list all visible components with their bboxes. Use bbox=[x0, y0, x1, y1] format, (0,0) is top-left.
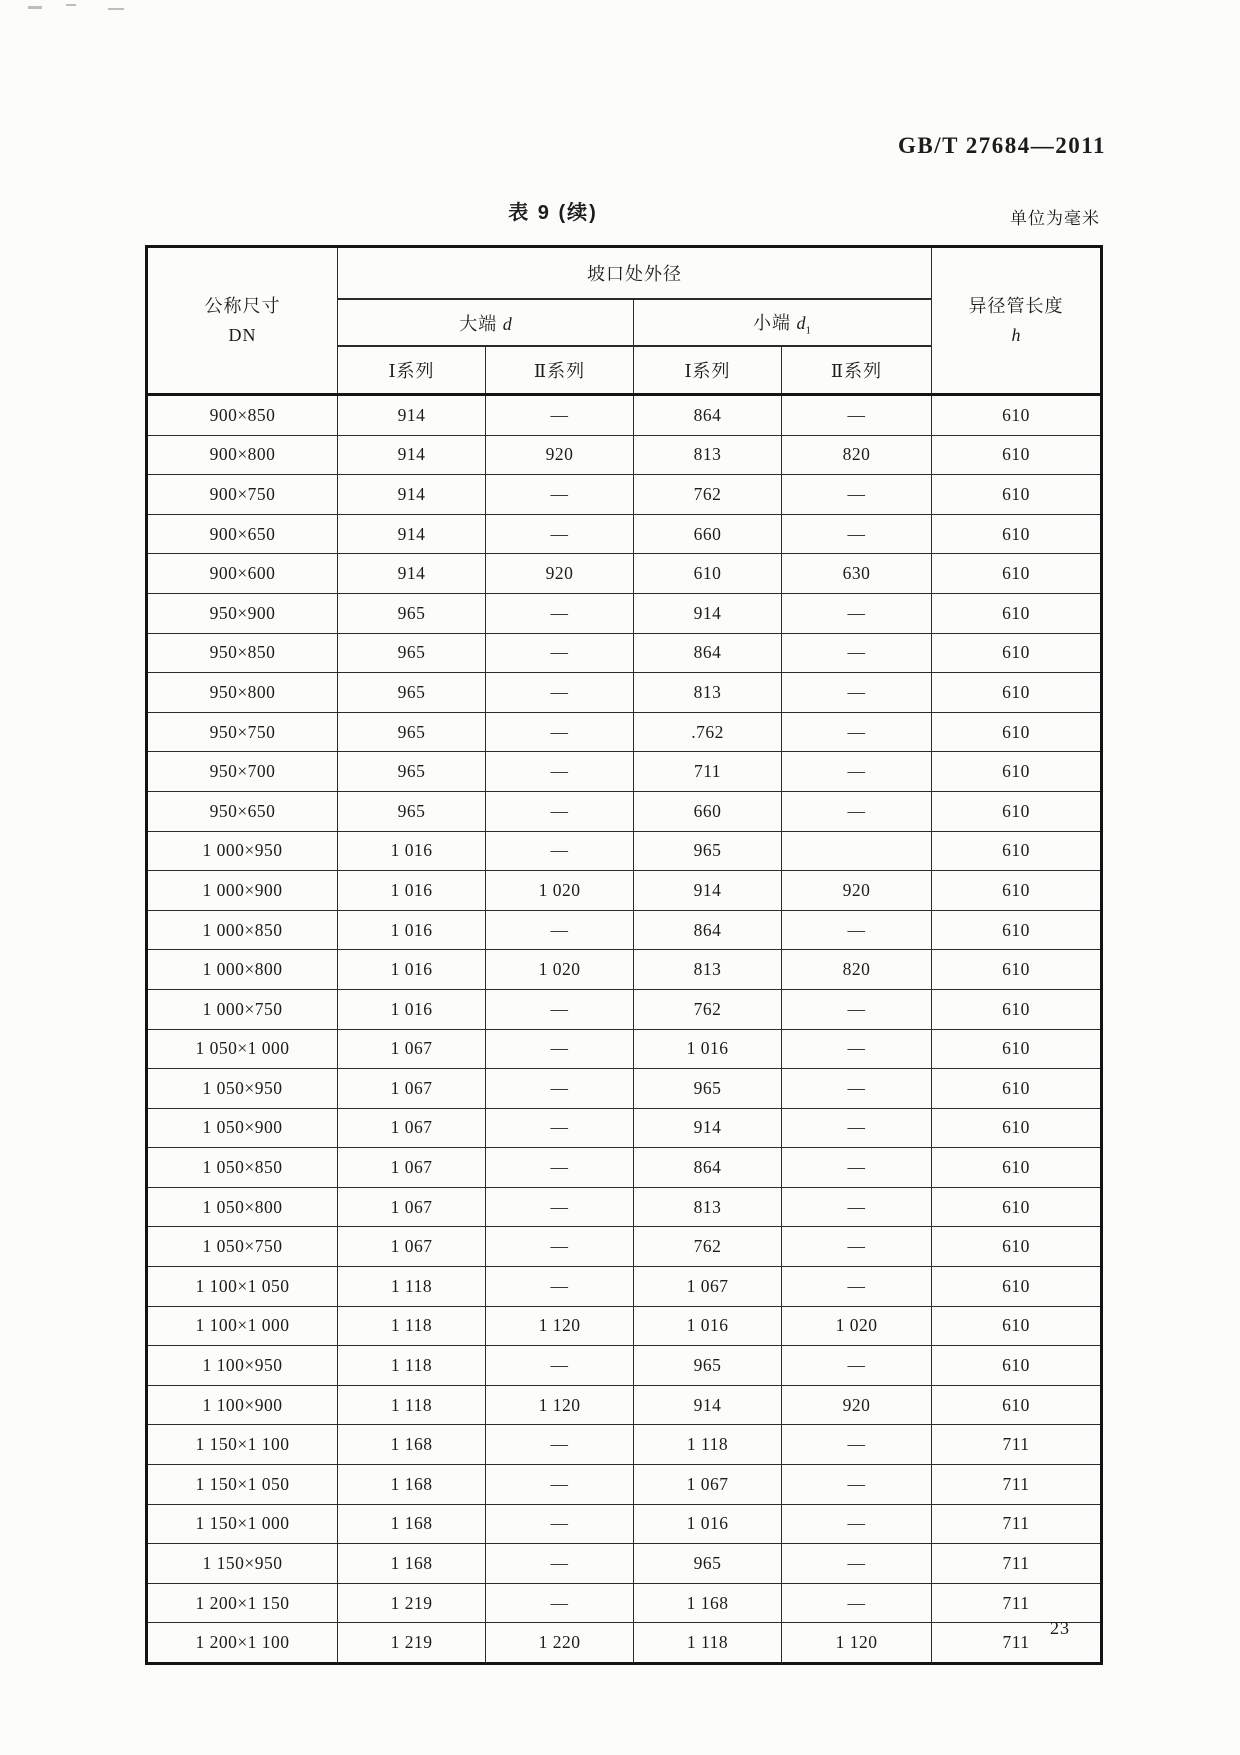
cell-large-end-series1: 965 bbox=[338, 593, 486, 633]
cell-reducer-length: 610 bbox=[932, 1069, 1102, 1109]
cell-nominal-size: 1 150×1 100 bbox=[147, 1425, 338, 1465]
cell-small-end-series1: 914 bbox=[634, 1108, 782, 1148]
cell-large-end-series2: — bbox=[486, 395, 634, 436]
cell-small-end-series2: 920 bbox=[782, 1385, 932, 1425]
cell-large-end-series2: — bbox=[486, 1148, 634, 1188]
cell-reducer-length: 610 bbox=[932, 514, 1102, 554]
cell-small-end-series2: 1 120 bbox=[782, 1623, 932, 1664]
cell-large-end-series1: 1 168 bbox=[338, 1425, 486, 1465]
table-row bbox=[147, 1504, 1102, 1544]
cell-small-end-series1: 914 bbox=[634, 1385, 782, 1425]
table-row bbox=[147, 593, 1102, 633]
cell-large-end-series1: 1 067 bbox=[338, 1029, 486, 1069]
cell-small-end-series2: 630 bbox=[782, 554, 932, 594]
cell-small-end-series2: — bbox=[782, 752, 932, 792]
cell-small-end-series2: — bbox=[782, 712, 932, 752]
cell-nominal-size: 1 000×800 bbox=[147, 950, 338, 990]
table-row bbox=[147, 1465, 1102, 1505]
cell-small-end-series1: 914 bbox=[634, 871, 782, 911]
cell-reducer-length: 711 bbox=[932, 1544, 1102, 1584]
table-row bbox=[147, 871, 1102, 911]
cell-large-end-series1: 914 bbox=[338, 435, 486, 475]
cell-small-end-series2 bbox=[782, 831, 932, 871]
cell-large-end-series2: — bbox=[486, 1227, 634, 1267]
cell-small-end-series2: — bbox=[782, 989, 932, 1029]
cell-large-end-series2: 920 bbox=[486, 435, 634, 475]
cell-small-end-series2: 920 bbox=[782, 871, 932, 911]
table-row bbox=[147, 1544, 1102, 1584]
cell-small-end-series2: — bbox=[782, 1544, 932, 1584]
table-row bbox=[147, 1029, 1102, 1069]
table-row bbox=[147, 1227, 1102, 1267]
cell-nominal-size: 1 150×1 050 bbox=[147, 1465, 338, 1505]
table-header bbox=[147, 247, 1102, 395]
cell-large-end-series1: 1 016 bbox=[338, 871, 486, 911]
cell-large-end-series2: — bbox=[486, 475, 634, 515]
cell-reducer-length: 610 bbox=[932, 1267, 1102, 1307]
cell-small-end-series2: — bbox=[782, 593, 932, 633]
cell-large-end-series2: — bbox=[486, 1583, 634, 1623]
cell-large-end-series1: 1 118 bbox=[338, 1267, 486, 1307]
header-large-end-series-1: Ⅰ系列 bbox=[338, 346, 486, 395]
cell-nominal-size: 950×900 bbox=[147, 593, 338, 633]
cell-large-end-series2: 1 120 bbox=[486, 1306, 634, 1346]
cell-large-end-series1: 1 168 bbox=[338, 1504, 486, 1544]
cell-large-end-series2: — bbox=[486, 1425, 634, 1465]
cell-small-end-series1: 965 bbox=[634, 1346, 782, 1386]
dimension-table bbox=[145, 245, 1103, 1665]
table-row bbox=[147, 791, 1102, 831]
cell-small-end-series1: 711 bbox=[634, 752, 782, 792]
table-row bbox=[147, 435, 1102, 475]
cell-small-end-series1: 610 bbox=[634, 554, 782, 594]
cell-reducer-length: 610 bbox=[932, 989, 1102, 1029]
cell-reducer-length: 610 bbox=[932, 910, 1102, 950]
cell-nominal-size: 950×850 bbox=[147, 633, 338, 673]
table-row bbox=[147, 673, 1102, 713]
header-small-end-subscript: 1 bbox=[805, 324, 812, 337]
cell-nominal-size: 900×650 bbox=[147, 514, 338, 554]
cell-large-end-series1: 965 bbox=[338, 633, 486, 673]
cell-reducer-length: 610 bbox=[932, 395, 1102, 436]
table-row bbox=[147, 475, 1102, 515]
cell-small-end-series1: 813 bbox=[634, 435, 782, 475]
cell-large-end-series1: 1 016 bbox=[338, 910, 486, 950]
table-body bbox=[147, 395, 1102, 1664]
cell-reducer-length: 610 bbox=[932, 593, 1102, 633]
cell-nominal-size: 900×750 bbox=[147, 475, 338, 515]
table-row bbox=[147, 554, 1102, 594]
cell-reducer-length: 610 bbox=[932, 1187, 1102, 1227]
cell-reducer-length: 610 bbox=[932, 871, 1102, 911]
cell-nominal-size: 950×800 bbox=[147, 673, 338, 713]
cell-small-end-series1: 864 bbox=[634, 1148, 782, 1188]
cell-small-end-series1: 1 168 bbox=[634, 1583, 782, 1623]
header-small-end-series-1: Ⅰ系列 bbox=[634, 346, 782, 395]
cell-large-end-series1: 914 bbox=[338, 554, 486, 594]
table-row bbox=[147, 712, 1102, 752]
cell-reducer-length: 610 bbox=[932, 1346, 1102, 1386]
cell-large-end-series1: 1 118 bbox=[338, 1306, 486, 1346]
cell-nominal-size: 950×750 bbox=[147, 712, 338, 752]
cell-nominal-size: 1 200×1 100 bbox=[147, 1623, 338, 1664]
unit-note: 单位为毫米 bbox=[1010, 209, 1100, 228]
cell-small-end-series2: — bbox=[782, 1583, 932, 1623]
cell-nominal-size: 900×850 bbox=[147, 395, 338, 436]
table-row bbox=[147, 1623, 1102, 1664]
header-nominal-size-label: 公称尺寸 bbox=[204, 295, 281, 316]
cell-small-end-series1: 1 016 bbox=[634, 1029, 782, 1069]
table-row bbox=[147, 831, 1102, 871]
cell-small-end-series1: 762 bbox=[634, 989, 782, 1029]
cell-nominal-size: 900×600 bbox=[147, 554, 338, 594]
cell-nominal-size: 1 050×900 bbox=[147, 1108, 338, 1148]
cell-reducer-length: 610 bbox=[932, 633, 1102, 673]
table-caption: 表 9 (续) bbox=[508, 202, 598, 224]
cell-small-end-series2: — bbox=[782, 1267, 932, 1307]
cell-small-end-series1: 965 bbox=[634, 1544, 782, 1584]
cell-large-end-series2: — bbox=[486, 1029, 634, 1069]
cell-large-end-series1: 1 118 bbox=[338, 1385, 486, 1425]
cell-reducer-length: 610 bbox=[932, 1306, 1102, 1346]
table-row bbox=[147, 1425, 1102, 1465]
cell-small-end-series1: 1 016 bbox=[634, 1504, 782, 1544]
header-small-end-series-2: Ⅱ系列 bbox=[782, 346, 932, 395]
cell-nominal-size: 1 000×900 bbox=[147, 871, 338, 911]
cell-large-end-series1: 1 118 bbox=[338, 1346, 486, 1386]
cell-nominal-size: 1 000×950 bbox=[147, 831, 338, 871]
cell-nominal-size: 1 150×1 000 bbox=[147, 1504, 338, 1544]
cell-large-end-series2: — bbox=[486, 989, 634, 1029]
cell-large-end-series2: 1 020 bbox=[486, 950, 634, 990]
cell-nominal-size: 1 100×1 000 bbox=[147, 1306, 338, 1346]
cell-large-end-series1: 1 016 bbox=[338, 989, 486, 1029]
cell-large-end-series1: 1 219 bbox=[338, 1623, 486, 1664]
cell-nominal-size: 950×650 bbox=[147, 791, 338, 831]
cell-large-end-series1: 1 067 bbox=[338, 1108, 486, 1148]
cell-small-end-series1: 864 bbox=[634, 633, 782, 673]
cell-large-end-series1: 1 067 bbox=[338, 1187, 486, 1227]
cell-large-end-series2: — bbox=[486, 1069, 634, 1109]
cell-nominal-size: 1 100×900 bbox=[147, 1385, 338, 1425]
cell-large-end-series1: 965 bbox=[338, 673, 486, 713]
table-row bbox=[147, 633, 1102, 673]
table-row bbox=[147, 950, 1102, 990]
scan-artifact bbox=[108, 8, 124, 10]
cell-small-end-series1: 1 118 bbox=[634, 1623, 782, 1664]
cell-nominal-size: 950×700 bbox=[147, 752, 338, 792]
table-row bbox=[147, 1267, 1102, 1307]
cell-large-end-series1: 914 bbox=[338, 395, 486, 436]
scan-artifact bbox=[66, 4, 76, 6]
cell-large-end-series2: — bbox=[486, 514, 634, 554]
header-bevel-outer-diameter: 坡口处外径 bbox=[338, 247, 932, 300]
cell-small-end-series1: 864 bbox=[634, 910, 782, 950]
cell-large-end-series2: — bbox=[486, 752, 634, 792]
cell-small-end-series1: 813 bbox=[634, 950, 782, 990]
table-row bbox=[147, 752, 1102, 792]
cell-small-end-series1: 762 bbox=[634, 1227, 782, 1267]
header-large-end-symbol: d bbox=[502, 313, 512, 334]
cell-large-end-series1: 1 168 bbox=[338, 1465, 486, 1505]
table-row bbox=[147, 910, 1102, 950]
cell-small-end-series1: 762 bbox=[634, 475, 782, 515]
cell-nominal-size: 1 050×750 bbox=[147, 1227, 338, 1267]
cell-small-end-series1: 1 067 bbox=[634, 1267, 782, 1307]
cell-reducer-length: 711 bbox=[932, 1465, 1102, 1505]
cell-large-end-series1: 965 bbox=[338, 791, 486, 831]
cell-reducer-length: 610 bbox=[932, 475, 1102, 515]
cell-small-end-series2: — bbox=[782, 1504, 932, 1544]
cell-reducer-length: 610 bbox=[932, 1227, 1102, 1267]
cell-large-end-series1: 1 168 bbox=[338, 1544, 486, 1584]
cell-reducer-length: 610 bbox=[932, 673, 1102, 713]
cell-nominal-size: 1 200×1 150 bbox=[147, 1583, 338, 1623]
header-reducer-length-symbol: h bbox=[1011, 324, 1021, 345]
cell-large-end-series2: — bbox=[486, 712, 634, 752]
cell-reducer-length: 610 bbox=[932, 1029, 1102, 1069]
header-nominal-size-symbol: DN bbox=[228, 324, 257, 345]
cell-small-end-series2: — bbox=[782, 1069, 932, 1109]
table-row bbox=[147, 1069, 1102, 1109]
cell-small-end-series2: 820 bbox=[782, 435, 932, 475]
cell-large-end-series2: — bbox=[486, 673, 634, 713]
cell-small-end-series2: — bbox=[782, 1425, 932, 1465]
header-reducer-length bbox=[932, 247, 1102, 395]
table-row bbox=[147, 1306, 1102, 1346]
cell-large-end-series1: 1 067 bbox=[338, 1069, 486, 1109]
cell-small-end-series1: 965 bbox=[634, 1069, 782, 1109]
header-small-end bbox=[634, 299, 932, 346]
page-number: 23 bbox=[1050, 1618, 1070, 1638]
header-nominal-size bbox=[147, 247, 338, 395]
cell-large-end-series2: — bbox=[486, 831, 634, 871]
cell-small-end-series1: 864 bbox=[634, 395, 782, 436]
cell-small-end-series1: 813 bbox=[634, 1187, 782, 1227]
cell-large-end-series2: — bbox=[486, 1187, 634, 1227]
cell-nominal-size: 1 100×950 bbox=[147, 1346, 338, 1386]
cell-small-end-series2: 1 020 bbox=[782, 1306, 932, 1346]
cell-large-end-series2: — bbox=[486, 593, 634, 633]
cell-small-end-series2: — bbox=[782, 673, 932, 713]
cell-large-end-series2: — bbox=[486, 1108, 634, 1148]
header-large-end bbox=[338, 299, 634, 346]
cell-reducer-length: 610 bbox=[932, 831, 1102, 871]
cell-small-end-series2: — bbox=[782, 395, 932, 436]
cell-small-end-series2: — bbox=[782, 475, 932, 515]
cell-large-end-series1: 1 016 bbox=[338, 950, 486, 990]
cell-nominal-size: 900×800 bbox=[147, 435, 338, 475]
cell-small-end-series2: — bbox=[782, 910, 932, 950]
cell-small-end-series2: — bbox=[782, 1187, 932, 1227]
table-row bbox=[147, 1385, 1102, 1425]
cell-small-end-series1: 1 067 bbox=[634, 1465, 782, 1505]
table-row bbox=[147, 1346, 1102, 1386]
header-reducer-length-label: 异径管长度 bbox=[968, 295, 1064, 316]
cell-nominal-size: 1 150×950 bbox=[147, 1544, 338, 1584]
cell-reducer-length: 711 bbox=[932, 1425, 1102, 1465]
cell-small-end-series2: — bbox=[782, 514, 932, 554]
cell-reducer-length: 610 bbox=[932, 712, 1102, 752]
cell-large-end-series1: 1 219 bbox=[338, 1583, 486, 1623]
cell-small-end-series1: 660 bbox=[634, 791, 782, 831]
cell-small-end-series2: — bbox=[782, 633, 932, 673]
cell-small-end-series2: — bbox=[782, 1465, 932, 1505]
standard-code: GB/T 27684—2011 bbox=[897, 133, 1106, 158]
cell-reducer-length: 610 bbox=[932, 1148, 1102, 1188]
cell-small-end-series2: — bbox=[782, 1148, 932, 1188]
cell-small-end-series1: 660 bbox=[634, 514, 782, 554]
cell-large-end-series2: — bbox=[486, 1465, 634, 1505]
cell-small-end-series2: 820 bbox=[782, 950, 932, 990]
header-small-end-label: 小端 bbox=[753, 312, 791, 333]
table-row bbox=[147, 1583, 1102, 1623]
cell-small-end-series1: 914 bbox=[634, 593, 782, 633]
table-row bbox=[147, 989, 1102, 1029]
cell-large-end-series1: 965 bbox=[338, 712, 486, 752]
cell-large-end-series1: 965 bbox=[338, 752, 486, 792]
cell-reducer-length: 610 bbox=[932, 791, 1102, 831]
cell-reducer-length: 610 bbox=[932, 554, 1102, 594]
table-row bbox=[147, 395, 1102, 436]
cell-large-end-series2: — bbox=[486, 791, 634, 831]
cell-small-end-series1: 965 bbox=[634, 831, 782, 871]
cell-reducer-length: 610 bbox=[932, 1385, 1102, 1425]
cell-nominal-size: 1 000×850 bbox=[147, 910, 338, 950]
cell-nominal-size: 1 050×1 000 bbox=[147, 1029, 338, 1069]
cell-small-end-series2: — bbox=[782, 1346, 932, 1386]
cell-small-end-series2: — bbox=[782, 791, 932, 831]
cell-small-end-series1: 1 118 bbox=[634, 1425, 782, 1465]
cell-large-end-series2: — bbox=[486, 1544, 634, 1584]
cell-nominal-size: 1 100×1 050 bbox=[147, 1267, 338, 1307]
cell-small-end-series2: — bbox=[782, 1227, 932, 1267]
cell-large-end-series2: 1 020 bbox=[486, 871, 634, 911]
scan-artifact bbox=[28, 6, 42, 9]
cell-reducer-length: 711 bbox=[932, 1583, 1102, 1623]
cell-small-end-series1: 1 016 bbox=[634, 1306, 782, 1346]
cell-large-end-series2: 920 bbox=[486, 554, 634, 594]
cell-reducer-length: 711 bbox=[932, 1504, 1102, 1544]
header-large-end-label: 大端 bbox=[459, 313, 498, 334]
cell-large-end-series2: — bbox=[486, 1504, 634, 1544]
table-row bbox=[147, 514, 1102, 554]
table-row bbox=[147, 1108, 1102, 1148]
cell-reducer-length: 610 bbox=[932, 1108, 1102, 1148]
cell-reducer-length: 711 bbox=[932, 1623, 1102, 1664]
cell-reducer-length: 610 bbox=[932, 752, 1102, 792]
table-row bbox=[147, 1187, 1102, 1227]
header-small-end-symbol: d bbox=[796, 312, 806, 333]
cell-large-end-series2: 1 120 bbox=[486, 1385, 634, 1425]
cell-large-end-series2: — bbox=[486, 1346, 634, 1386]
cell-small-end-series1: .762 bbox=[634, 712, 782, 752]
table-row bbox=[147, 1148, 1102, 1188]
cell-nominal-size: 1 050×850 bbox=[147, 1148, 338, 1188]
cell-large-end-series2: — bbox=[486, 1267, 634, 1307]
cell-reducer-length: 610 bbox=[932, 435, 1102, 475]
cell-small-end-series1: 813 bbox=[634, 673, 782, 713]
cell-large-end-series1: 914 bbox=[338, 475, 486, 515]
cell-large-end-series1: 1 067 bbox=[338, 1148, 486, 1188]
cell-large-end-series1: 914 bbox=[338, 514, 486, 554]
header-large-end-series-2: Ⅱ系列 bbox=[486, 346, 634, 395]
cell-large-end-series2: — bbox=[486, 633, 634, 673]
cell-nominal-size: 1 050×800 bbox=[147, 1187, 338, 1227]
cell-nominal-size: 1 000×750 bbox=[147, 989, 338, 1029]
cell-large-end-series1: 1 016 bbox=[338, 831, 486, 871]
cell-nominal-size: 1 050×950 bbox=[147, 1069, 338, 1109]
cell-large-end-series2: 1 220 bbox=[486, 1623, 634, 1664]
cell-small-end-series2: — bbox=[782, 1029, 932, 1069]
cell-reducer-length: 610 bbox=[932, 950, 1102, 990]
cell-small-end-series2: — bbox=[782, 1108, 932, 1148]
cell-large-end-series1: 1 067 bbox=[338, 1227, 486, 1267]
cell-large-end-series2: — bbox=[486, 910, 634, 950]
